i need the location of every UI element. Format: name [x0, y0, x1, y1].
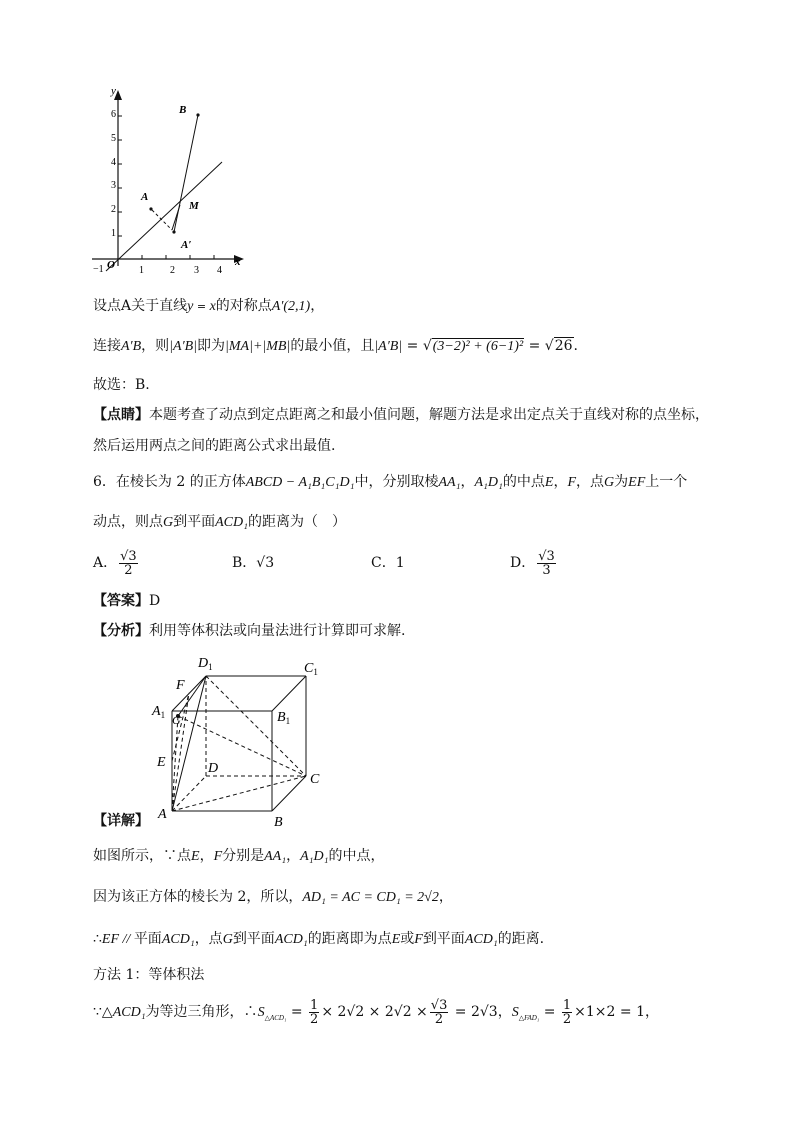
y-tick-1: 1: [111, 228, 116, 239]
y-tick-5: 5: [111, 133, 116, 144]
sqrt-sign: √: [422, 338, 432, 354]
dashed-e-f: [172, 693, 189, 761]
dashed-a-to-aprime: [152, 210, 172, 230]
remark-text: 本题考查了动点到定点距离之和最小值问题，解题方法是求出定点关于直线对称的点坐标，: [149, 407, 709, 423]
point-g-label: G: [172, 713, 181, 727]
math-plane-acd1: ACD₁: [161, 932, 195, 947]
point-b-label: B: [179, 104, 187, 116]
remark-line-1: [93, 404, 709, 426]
text: =: [286, 1004, 308, 1020]
y-tick-6: 6: [111, 109, 116, 120]
numerator: √3: [120, 548, 137, 564]
math-radicand-26: 26: [554, 338, 573, 354]
math-s-subscript: △FAD₁: [518, 1013, 540, 1022]
text: ，点: [576, 474, 605, 490]
segment-a-d1: [172, 676, 206, 811]
math-abs-aprime-b: |A′B|: [169, 339, 198, 354]
math-aprime-b: A′B: [121, 339, 142, 354]
x-tick-neg1: −1: [93, 264, 104, 275]
math-equal-sides: AD₁ = AC = CD₁ = 2√2: [302, 890, 439, 905]
text: 到平面: [422, 931, 465, 947]
segment-a-m: [172, 205, 180, 230]
point-a-label: A: [141, 191, 149, 203]
numerator: √3: [538, 548, 555, 564]
y-tick-2: 2: [111, 204, 116, 215]
option-label: A．: [93, 555, 118, 571]
coordinate-graph: [88, 82, 258, 278]
text: 即为: [197, 338, 226, 354]
vertex-a-label: A: [158, 807, 167, 822]
math-x: x: [209, 299, 216, 314]
text: =: [524, 338, 545, 354]
numerator: 1: [562, 997, 572, 1013]
text: =: [193, 300, 210, 313]
math-triangle-acd1: ACD₁: [112, 1005, 146, 1020]
step-line-3: [93, 928, 544, 951]
vertex-c-label: C: [310, 772, 320, 787]
math-plane-acd1: ACD₁: [274, 932, 308, 947]
math-f: F: [213, 849, 223, 864]
option-value: √3: [256, 555, 275, 571]
answer-choice-line: 故选：B.: [93, 377, 150, 393]
text: 或: [400, 931, 415, 947]
x-tick-4: 4: [217, 265, 222, 276]
point-aprime: [172, 230, 175, 233]
point-b: [196, 113, 199, 116]
detail-tag-line: [93, 810, 149, 832]
text: 设点A关于直线: [93, 298, 188, 314]
vertex-c1-label: $C_1$: [304, 661, 318, 677]
hidden-edge-a-d: [172, 776, 206, 811]
answer-tag: 【答案】: [93, 593, 149, 609]
fraction: [537, 550, 556, 577]
dashed-a-c: [172, 776, 306, 811]
text: 的距离.: [497, 931, 545, 947]
fraction: [562, 999, 572, 1026]
text: 连接: [93, 338, 121, 354]
text: ，: [310, 298, 325, 314]
fraction: [430, 999, 449, 1026]
text: 到平面: [232, 931, 275, 947]
edge-b-c: [272, 776, 306, 811]
vertex-a1-label: $A_1$: [152, 704, 166, 720]
option-label: D．: [510, 555, 536, 571]
text: 6．在棱长为 2 的正方体: [93, 474, 246, 490]
fraction: [309, 999, 319, 1026]
point-e-label: E: [157, 755, 166, 770]
origin-label: O: [107, 259, 115, 271]
math-ef: EF: [628, 475, 646, 490]
analysis-text: 利用等体积法或向量法进行计算即可求解.: [149, 623, 406, 639]
point-a: [149, 207, 152, 210]
step-line-1: [93, 845, 385, 868]
point-m-label: M: [189, 200, 199, 212]
math-result: ×1×2 = 1: [574, 1004, 645, 1020]
text: 中，分别取棱: [354, 474, 439, 490]
text: ，: [286, 848, 301, 864]
method-1-line: 方法 1：等体积法: [93, 967, 205, 983]
edge-b1-c1: [272, 676, 306, 711]
math-f: F: [414, 932, 423, 947]
question-6-line-2: [93, 511, 346, 534]
remark-tag: 【点睛】: [93, 407, 149, 423]
math-e: E: [544, 475, 554, 490]
numerator: 1: [310, 997, 319, 1013]
cube-diagram: [148, 652, 338, 830]
math-a1d1: A₁D₁: [474, 475, 503, 490]
math-product: × 2√2 × 2√2 ×: [321, 1004, 428, 1020]
point-f-label: F: [176, 678, 185, 693]
math-f: F: [567, 475, 577, 490]
vertex-b1-label: $B_1$: [277, 710, 291, 726]
text: 的距离即为点: [307, 931, 392, 947]
text: ，则: [141, 338, 170, 354]
math-s-subscript: △ACD₁: [264, 1013, 287, 1022]
math-cube-name: ABCD − A₁B₁C₁D₁: [245, 475, 355, 490]
text: 平面: [133, 931, 162, 947]
sqrt-sign: √: [544, 338, 554, 354]
denominator: 3: [542, 562, 551, 578]
x-tick-2: 2: [170, 265, 175, 276]
x-axis-label: x: [235, 256, 241, 268]
solution-line-2: [93, 335, 578, 358]
segment-aprime-b: [174, 115, 198, 232]
math-abs-aprime-b-2: |A′B|: [374, 339, 403, 354]
vertex-d1-label: $D_1$: [198, 656, 213, 672]
math-s: S: [511, 1005, 519, 1020]
text: 的距离为（ ）: [248, 514, 346, 530]
step-line-5: [93, 992, 659, 1038]
text: ，: [553, 474, 568, 490]
math-g: G: [604, 475, 615, 490]
text: 的中点，: [328, 848, 385, 864]
denominator: 2: [434, 1011, 444, 1027]
y-tick-4: 4: [111, 157, 116, 168]
option-d[interactable]: [510, 545, 558, 581]
fraction: [119, 550, 138, 577]
math-g: G: [222, 932, 233, 947]
option-b[interactable]: [232, 545, 274, 581]
option-value: 1: [395, 555, 405, 571]
text: 的中点: [502, 474, 545, 490]
math-e: E: [391, 932, 401, 947]
option-label: B．: [232, 555, 257, 571]
point-aprime-label: A′: [181, 239, 192, 251]
text: .: [573, 338, 578, 354]
text: 的最小值，且: [290, 338, 375, 354]
math-a1d1: A₁D₁: [300, 849, 329, 864]
denominator: 2: [562, 1011, 572, 1027]
math-ma-plus-mb: |MA|+|MB|: [225, 339, 291, 354]
analysis-tag: 【分析】: [93, 623, 149, 639]
text: ，: [645, 1004, 659, 1020]
dashed-a-g: [172, 716, 178, 811]
math-ef-parallel: EF //: [101, 932, 134, 947]
text: ，点: [194, 931, 223, 947]
math-aprime-point: A′(2,1): [271, 299, 311, 314]
answer-line: [93, 590, 160, 612]
y-tick-3: 3: [111, 180, 116, 191]
math-aa1: AA₁: [438, 475, 461, 490]
text: 为: [614, 474, 629, 490]
text: 的对称点: [215, 298, 272, 314]
text: ∵△: [93, 1004, 113, 1020]
option-label: C．: [371, 555, 396, 571]
text: 到平面: [173, 514, 216, 530]
option-a[interactable]: [93, 545, 140, 581]
text: 如图所示，∵点: [93, 848, 191, 864]
analysis-line: [93, 620, 405, 642]
vertex-b-label: B: [274, 815, 283, 830]
math-result: = 2√3: [450, 1004, 498, 1020]
text: ∴: [93, 931, 102, 947]
math-aa1: AA₁: [264, 849, 287, 864]
option-c[interactable]: [371, 545, 405, 581]
math-plane-acd1: ACD₁: [464, 932, 498, 947]
math-y: y: [187, 299, 194, 314]
x-tick-3: 3: [194, 265, 199, 276]
answer-value: D: [149, 593, 161, 609]
question-6-line-1: [93, 471, 687, 494]
text: ，: [460, 474, 475, 490]
step-line-2: [93, 886, 453, 909]
numerator: √3: [430, 997, 448, 1013]
math-e: E: [191, 849, 200, 864]
text: =: [539, 1004, 560, 1020]
solution-line-1: [93, 295, 324, 318]
text: =: [402, 338, 423, 354]
text: ，: [199, 848, 214, 864]
text: 上一个: [645, 474, 688, 490]
text: 动点，则点: [93, 514, 163, 530]
math-s: S: [257, 1005, 265, 1020]
text: ，: [497, 1004, 512, 1020]
detail-tag: 【详解】: [93, 813, 149, 829]
text: ，: [438, 889, 453, 905]
y-axis-label: y: [111, 85, 116, 97]
math-plane-acd1: ACD₁: [215, 515, 248, 530]
text: 为等边三角形，∴: [145, 1004, 258, 1020]
vertex-d-label: D: [208, 761, 219, 776]
x-tick-1: 1: [139, 265, 144, 276]
text: 分别是: [222, 848, 265, 864]
math-radicand: (3−2)² + (6−1)²: [432, 339, 524, 354]
denominator: 2: [310, 1011, 319, 1027]
denominator: 2: [124, 562, 133, 578]
remark-line-2: 然后运用两点之间的距离公式求出最值.: [93, 438, 336, 454]
line-y-equals-x: [106, 162, 222, 271]
text: 因为该正方体的棱长为 2，所以，: [93, 889, 303, 905]
math-g: G: [163, 515, 174, 530]
